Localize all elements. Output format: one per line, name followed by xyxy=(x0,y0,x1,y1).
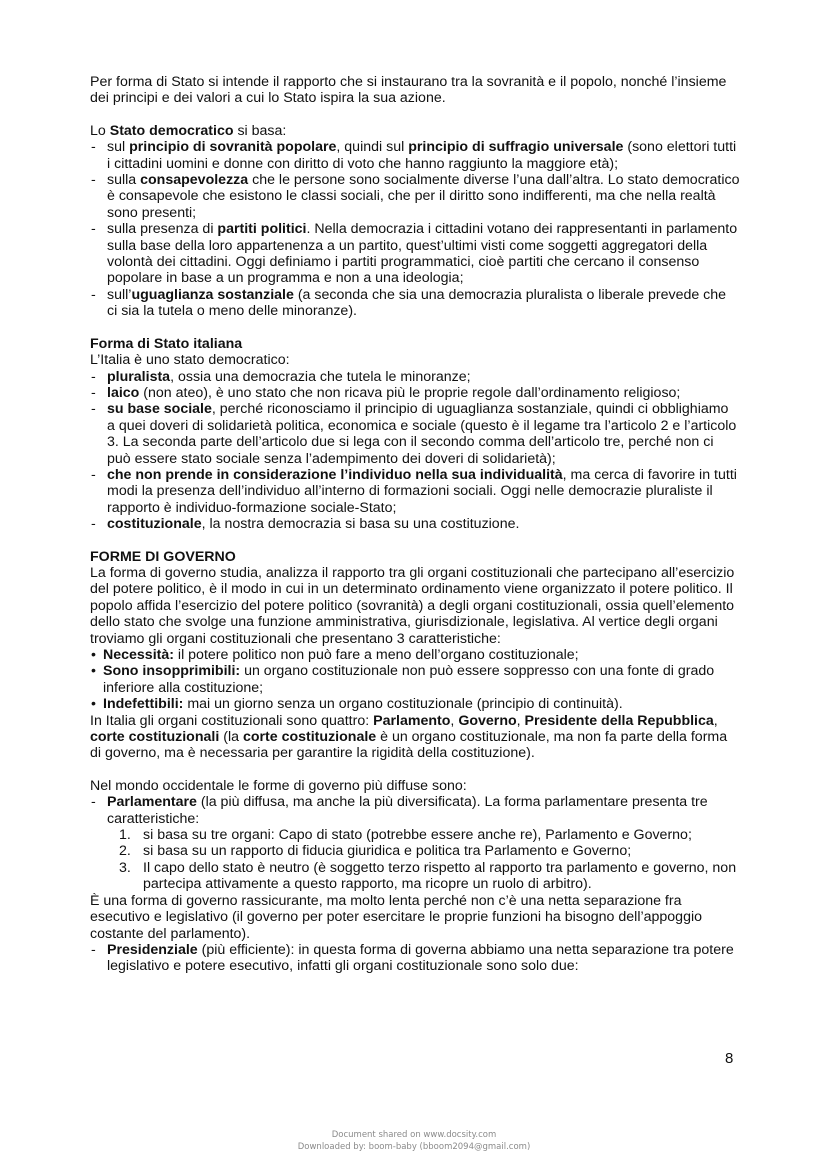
list-item: 1. si basa su tre organi: Capo di stato (potrebbe essere anche re), Parlamento e Governo; xyxy=(119,827,692,844)
parlamentare-note: È una forma di governo rassicurante, ma molto lenta perché non c’è una netta separazione fra esecutivo e legislativo (il governo per poter esercitare le proprie funzioni ha bisogno dell’appoggio costante del parlamento). xyxy=(90,892,703,942)
list-item: - sulla presenza di partiti politici. Nella democrazia i cittadini votano dei rappresentanti in parlamento sulla base della loro appartenenza a un partito, quest’ultimi visti come soggetti aggregatori della volontà dei cittadini. Oggi definiamo i partiti programmatici, cioè partiti che cercano il consenso popolare in base a un programma e non a una ideologia; xyxy=(90,221,740,287)
list-item: - sulla consapevolezza che le persone sono socialmente diverse l’una dall’altra. Lo stato democratico è consapevole che esistono le classi sociali, che per il diritto sono indifferenti, ma che nella realtà sono presenti; xyxy=(90,172,740,221)
democratico-lead: Lo Stato democratico si basa: xyxy=(90,122,287,139)
occidentale-lead: Nel mondo occidentale le forme di governo più diffuse sono: xyxy=(90,777,467,794)
list-item: 3. Il capo dello stato è neutro (è soggetto terzo rispetto al rapporto tra parlamento e governo, non partecipa attivamente a questo rapporto, ma ricopre un ruolo di arbitro). xyxy=(119,859,737,893)
list-item: • Sono insopprimibili: un organo costituzionale non può essere soppresso con una fonte di grado inferiore alla costituzione; xyxy=(90,663,740,696)
italiana-list xyxy=(90,369,740,533)
list-item: 2. si basa su un rapporto di fiducia giuridica e politica tra Parlamento e Governo; xyxy=(119,843,632,860)
list-item: - Presidenziale (più efficiente): in questa forma di governa abbiamo una netta separazione tra potere legislativo e potere esecutivo, infatti gli organi costituzionale sono solo due: xyxy=(90,942,740,975)
page-number: 8 xyxy=(725,1050,734,1067)
organi-paragraph: In Italia gli organi costituzionali sono quattro: Parlamento, Governo, Presidente della Repubblica, corte costituzionali (la corte costituzionale è un organo costituzionale, ma non fa parte della forma di governo, ma è necessaria per garantire la rigidità della costituzione). xyxy=(90,712,728,762)
italiana-heading: Forma di Stato italiana xyxy=(90,335,243,352)
governo-heading: FORME DI GOVERNO xyxy=(90,548,236,565)
parlamentare-numbered-list xyxy=(107,827,740,893)
democratico-list xyxy=(90,139,740,319)
list-item: • Indefettibili: mai un giorno senza un organo costituzionale (principio di continuità). xyxy=(90,696,740,712)
intro-paragraph: Per forma di Stato si intende il rapporto che si instaurano tra la sovranità e il popolo, nonché l’insieme dei principi e dei valori a cui lo Stato ispira la sua azione. xyxy=(90,74,727,107)
list-item: - sul principio di sovranità popolare, quindi sul principio di suffragio universale (sono elettori tutti i cittadini uomini e donne con diritto di voto che hanno raggiunto la maggiore età); xyxy=(90,139,740,172)
footer-downloaded: Downloaded by: boom-baby (bboom2094@gmail.com) xyxy=(297,1142,531,1152)
list-item: - che non prende in considerazione l’individuo nella sua individualità, ma cerca di favorire in tutti modi la presenza dell’individuo all’interno di formazioni sociali. Oggi nelle democrazie pluraliste il rapporto è individuo-formazione sociale-Stato; xyxy=(90,467,740,516)
list-item: - laico (non ateo), è uno stato che non ricava più le proprie regole dall’ordinamento religioso; xyxy=(90,385,740,401)
list-item: - Parlamentare (la più diffusa, ma anche la più diversificata). La forma parlamentare presenta tre caratteristiche: 1. si basa su tre organi: Capo di stato (potrebbe essere anche re), Parlamento e Governo; 2. si basa su un rapporto di fiducia giuridica e politica tra Parlamento e Governo; 3. Il capo dello stato è neutro (è soggetto terzo rispetto al rapporto tra parlamento e governo, non partecipa attivamente a questo rapporto, ma ricopre un ruolo di arbitro). xyxy=(90,794,740,892)
italiana-lead: L’Italia è uno stato democratico: xyxy=(90,352,290,369)
occidentale-list xyxy=(90,794,740,892)
list-item: - su base sociale, perché riconosciamo il principio di uguaglianza sostanziale, quindi ci obblighiamo a quei doveri di solidarietà politica, economica e sociale (questo è il legame tra l’articolo 2 e l’articolo 3. La seconda parte dell’articolo due si lega con il secondo comma dell’articolo tre, perché non ci può essere stato sociale senza l’adempimento dei doveri di solidarietà); xyxy=(90,401,740,467)
list-item: - sull’uguaglianza sostanziale (a seconda che sia una democrazia pluralista o liberale prevede che ci sia la tutela o meno delle minoranze). xyxy=(90,287,740,320)
document-page xyxy=(90,74,740,975)
list-item: - costituzionale, la nostra democrazia si basa su una costituzione. xyxy=(90,516,740,532)
list-item: • Necessità: il potere politico non può fare a meno dell’organo costituzionale; xyxy=(90,647,740,663)
presidenziale-list xyxy=(90,942,740,975)
list-item: - pluralista, ossia una democrazia che tutela le minoranze; xyxy=(90,369,740,385)
footer-shared: Document shared on www.docsity.com xyxy=(331,1130,497,1140)
governo-bullets xyxy=(90,647,740,713)
governo-paragraph: La forma di governo studia, analizza il rapporto tra gli organi costituzionali che partecipano all’esercizio del potere politico, è il modo in cui in un determinato ordinamento viene organizzato il potere politico. Il popolo affida l’esercizio del potere politico (sovranità) a degli organi costituzionali, ossia quell’elemento dello stato che svolge una funzione amministrativa, giurisdizionale, legislativa. Al vertice degli organi troviamo gli organi costituzionali che presentano 3 caratteristiche: xyxy=(90,564,735,647)
